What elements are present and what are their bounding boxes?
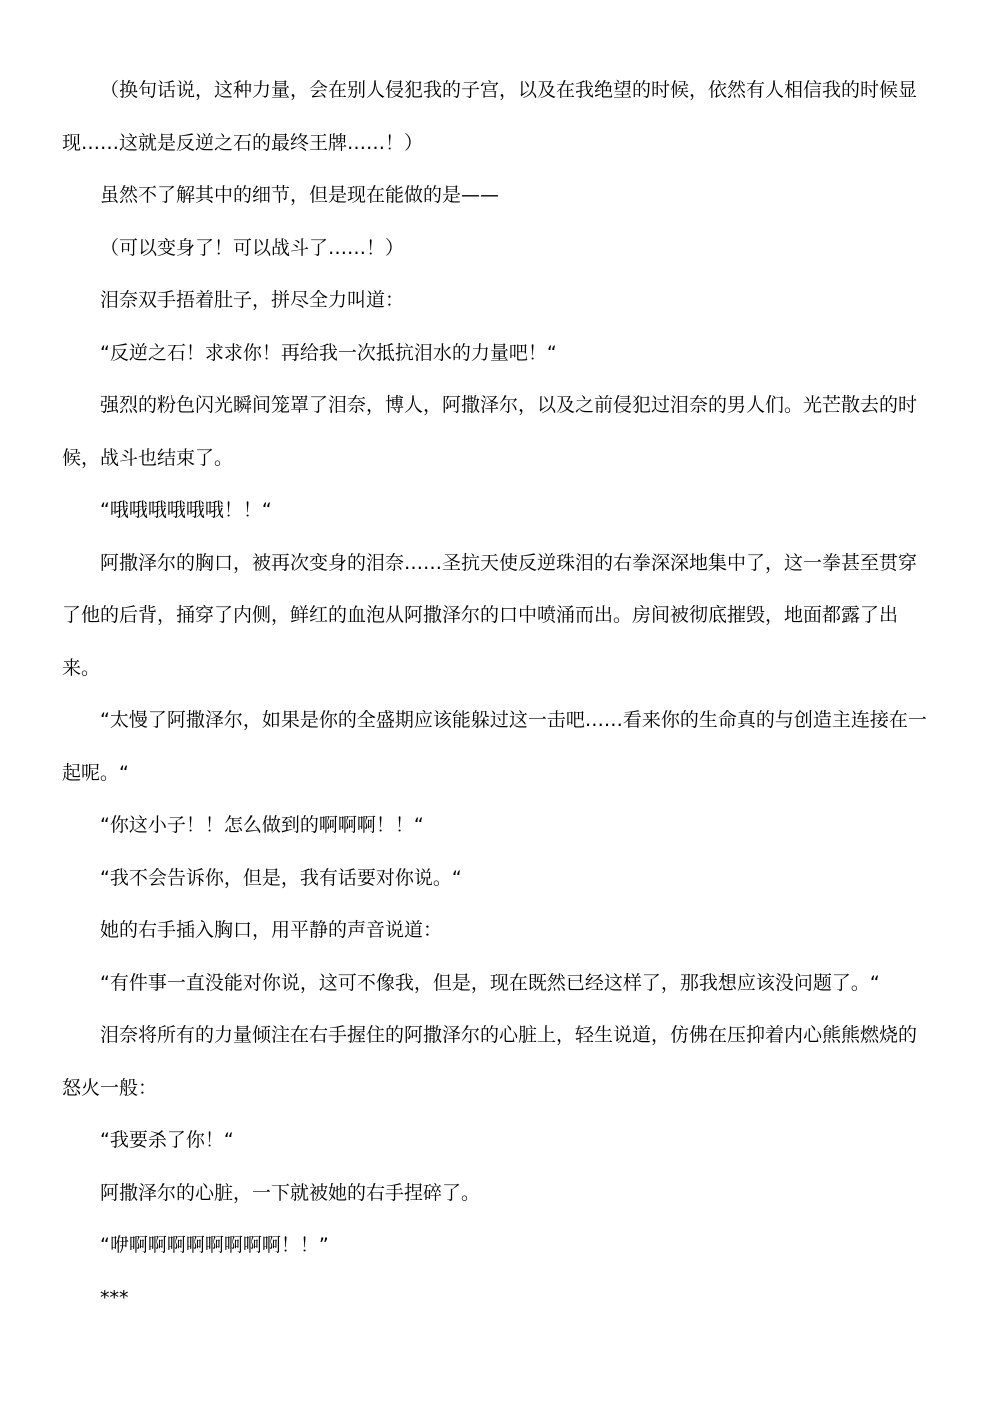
paragraph-hand-in-chest: 她的右手插入胸口，用平静的声音说道： [100,919,443,941]
dialogue-too-slow: “太慢了阿撒泽尔，如果是你的全盛期应该能躲过这一击吧……看来你的生命真的与创造主连接在一起呢。“ [62,709,927,784]
dialogue-how: “你这小子！！怎么做到的啊啊啊！！“ [100,814,424,836]
dialogue-plea: “反逆之石！求求你！再给我一次抵抗泪水的力量吧！“ [100,341,557,364]
document-page [62,64,930,1324]
dialogue-scream-2: “咿啊啊啊啊啊啊啊啊！！” [100,1234,329,1256]
paragraph-grip-heart: 泪奈将所有的力量倾注在右手握住的阿撒泽尔的心脏上，轻生说道，仿佛在压抑着内心熊熊燃烧的怒火一般： [62,1024,918,1099]
dialogue-scream-1: “哦哦哦哦哦哦！！“ [100,499,272,521]
dialogue-wont-tell: “我不会告诉你，但是，我有话要对你说。“ [100,866,462,889]
paragraph-heart-crushed: 阿撒泽尔的心脏，一下就被她的右手捏碎了。 [100,1181,481,1204]
section-break: *** [100,1286,129,1309]
paragraph-shout: 泪奈双手捂着肚子，拼尽全力叫道： [100,289,405,311]
dialogue-kill: “我要杀了你！“ [100,1129,234,1151]
paragraph-can-transform: （可以变身了！可以战斗了……！） [100,236,405,259]
paragraph-pink-flash: 强烈的粉色闪光瞬间笼罩了泪奈，博人，阿撒泽尔，以及之前侵犯过泪奈的男人们。光芒散去的时候，战斗也结束了。 [62,394,918,469]
paragraph-inner-monologue-power: （换句话说，这种力量，会在别人侵犯我的子宫，以及在我绝望的时候，依然有人相信我的时候显现……这就是反逆之石的最终王牌……！） [62,79,918,154]
paragraph-punch: 阿撒泽尔的胸口，被再次变身的泪奈……圣抗天使反逆珠泪的右拳深深地集中了，这一拳甚至贯穿了他的后背，捅穿了内侧，鲜红的血泡从阿撒泽尔的口中喷涌而出。房间被彻底摧毁，地面都露了出来。 [62,551,918,679]
dialogue-never-said: “有件事一直没能对你说，这可不像我，但是，现在既然已经这样了，那我想应该没问题了。“ [100,971,880,994]
paragraph-details-unknown: 虽然不了解其中的细节，但是现在能做的是—— [100,184,500,206]
